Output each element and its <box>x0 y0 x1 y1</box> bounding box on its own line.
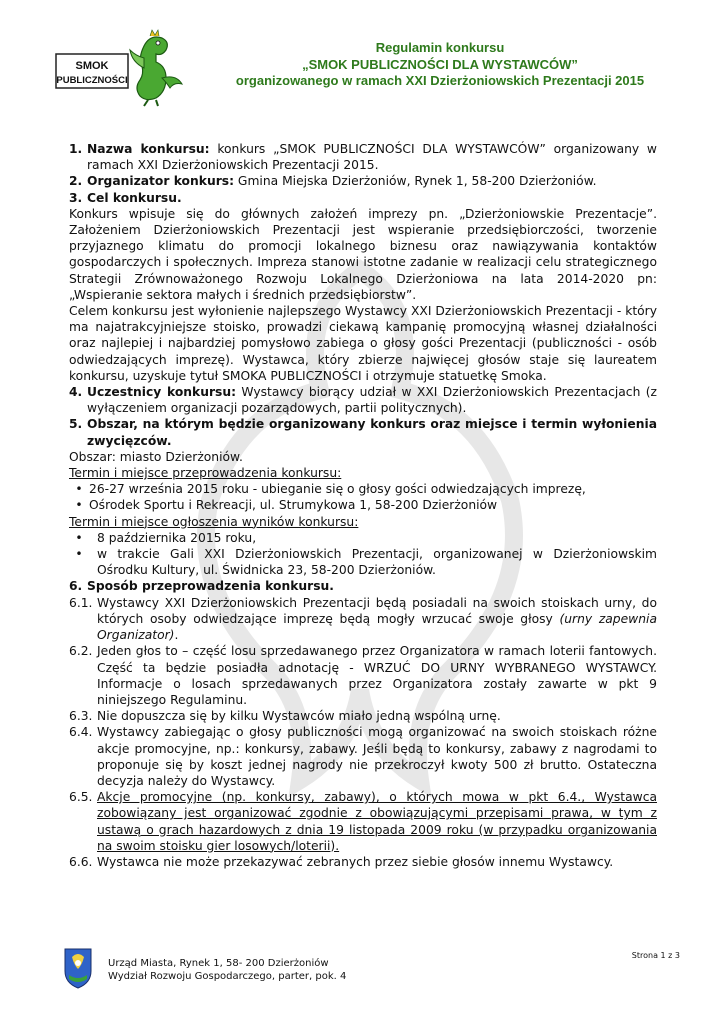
conduct-term-list <box>69 481 657 513</box>
results-term-list <box>69 530 657 579</box>
section-number: 2. <box>69 174 83 189</box>
subsection-6-4 <box>69 724 657 789</box>
section-3-paragraph-2: Celem konkursu jest wyłonienie najlepszego Wystawcy XXI Dzierżoniowskich Prezentacji - który ma najatrakcyjniejsze stoisko, prowadzi ciekawą kampanię promocyjną własnej działalności oraz najlepiej i najbardziej pomysłowo zabiega o głosy gości Prezentacji (publiczności - osób odwiedzających imprezę). Wystawca, który zbierze najwięcej głosów staje się laureatem konkursu, uzyskuje tytuł SMOKA PUBLICZNOŚCI i otrzymuje statuetkę Smoka. <box>69 304 657 383</box>
subsection-end: . <box>174 628 179 643</box>
subsection-6-6 <box>69 854 657 870</box>
subsection-number: 6.1. <box>69 595 93 610</box>
regulation-content <box>69 141 657 870</box>
list-item-text: w trakcie Gali XXI Dzierżoniowskich Prezentacji, organizowanej w Dzierżoniowskim Ośrodku Kultury, ul. Świdnicka 23, 58-200 Dzierżoniów. <box>97 547 657 578</box>
list-item-text: 8 października 2015 roku, <box>97 530 257 545</box>
list-item <box>69 497 657 513</box>
logo-line2: PUBLICZNOŚCI <box>56 75 128 86</box>
footer-address-line2: Wydział Rozwoju Gospodarczego, parter, pok. 4 <box>108 971 347 982</box>
page-footer <box>60 945 680 995</box>
footer-address <box>108 957 346 983</box>
bullet-icon: • <box>75 530 83 545</box>
section-2 <box>69 173 657 189</box>
section-title: Obszar, na którym będzie organizowany konkurs oraz miejsce i termin wyłonienia zwycięzców. <box>87 417 657 448</box>
bullet-icon: • <box>75 498 83 513</box>
header-title: Regulamin konkursu <box>375 40 505 55</box>
subsection-6-2 <box>69 643 657 708</box>
logo-line1: SMOK <box>75 60 109 72</box>
section-number: 1. <box>69 142 83 156</box>
conduct-term-label: Termin i miejsce przeprowadzenia konkursu: <box>69 466 342 481</box>
section-1 <box>69 141 657 173</box>
section-title: Uczestnicy konkursu: <box>87 385 237 400</box>
section-4 <box>69 384 657 416</box>
subsection-text: Wystawcy XXI Dzierżoniowskich Prezentacji będą posiadali na swoich stoiskach urny, do których osoby odwiedzające imprezę będą mogły wrzucać swoje głosy <box>97 595 657 626</box>
list-item-text: Ośrodek Sportu i Rekreacji, ul. Strumykowa 1, 58-200 Dzierżoniów <box>89 498 498 513</box>
subsection-text: Wystawca nie może przekazywać zebranych przez siebie głosów innemu Wystawcy. <box>97 854 614 869</box>
bullet-icon: • <box>75 482 83 497</box>
subsection-number: 6.2. <box>69 644 93 659</box>
subsection-6-5 <box>69 789 657 854</box>
subsection-text: Akcje promocyjne (np. konkursy, zabawy), o których mowa w pkt 6.4., Wystawca zobowiązany jest organizować zgodnie z obowiązującymi przepisami prawa, w tym z ustawą o grach hazardowych z dnia 19 listopada 2009 roku (w przypadku organizowania na swoim stoisku gier losowych/loterii). <box>97 790 657 853</box>
dragon-icon <box>130 30 182 106</box>
subsection-6-1 <box>69 595 657 644</box>
footer-address-line1: Urząd Miasta, Rynek 1, 58- 200 Dzierżoniów <box>108 958 329 969</box>
section-text: Gmina Miejska Dzierżoniów, Rynek 1, 58-200 Dzierżoniów. <box>234 174 597 189</box>
list-item <box>69 530 657 546</box>
section-title: Sposób przeprowadzenia konkursu. <box>87 579 334 594</box>
subsection-6-3 <box>69 708 657 724</box>
section-5-area: Obszar: miasto Dzierżoniów. <box>69 449 243 464</box>
page-number: Strona 1 z 3 <box>631 951 680 960</box>
section-number: 5. <box>69 417 83 432</box>
list-item-text: 26-27 września 2015 roku - ubieganie się o głosy gości odwiedzających imprezę, <box>89 482 586 497</box>
document-header <box>190 40 690 90</box>
subsection-text: Wystawcy zabiegając o głosy publiczności mogą organizować na swoich stoiskach różne akcje promocyjne, np.: konkursy, zabawy. Jeśli będą to konkursy, zabawy z nagrodami to proponuje się by koszt jednej nagrody nie przekroczył kwoty 500 zł brutto. Ostateczna decyzja należy do Wystawcy. <box>97 725 657 788</box>
subsection-text: Jeden głos to – część losu sprzedawanego przez Organizatora w ramach loterii fantowych. Część ta będzie posiadła adnotację - WRZUĆ DO URNY WYBRANEGO WYSTAWCY. Informacje o losach sprzedawanych przez Organizatora zostały zawarte w pkt 9 niniejszego Regulaminu. <box>97 644 657 707</box>
list-item <box>69 546 657 578</box>
section-title: Nazwa konkursu: <box>87 142 210 156</box>
subsection-number: 6.5. <box>69 790 93 805</box>
section-3-paragraph-1: Konkurs wpisuje się do głównych założeń imprezy pn. „Dzierżoniowskie Prezentacje”. Założeniem Dzierżoniowskich Prezentacji jest wspieranie przedsiębiorczości, tworzenie przyjaznego klimatu do promocji lokalnego biznesu oraz nawiązywania kontaktów gospodarczych i społecznych. Impreza stanowi istotne zadanie w realizacji celu strategicznego Strategii Zrównoważonego Rozwoju Lokalnego Dzierżoniowa na lata 2014-2020 pn: „Wspieranie sektora małych i średnich przedsiębiorstw”. <box>69 206 657 302</box>
subsection-number: 6.3. <box>69 709 93 724</box>
section-number: 6. <box>69 579 83 594</box>
section-number: 3. <box>69 190 83 205</box>
section-text: Wystawcy biorący udział w XXI Dzierżoniowskich Prezentacjach (z wyłączeniem organizacji pozarządowych, partii politycznych). <box>87 385 657 416</box>
smok-publicznosci-logo <box>52 28 192 108</box>
subsection-italic: (urny zapewnia Organizator) <box>97 611 657 643</box>
section-title: Organizator konkurs: <box>87 174 234 189</box>
results-term-label: Termin i miejsce ogłoszenia wyników konkursu: <box>69 514 359 529</box>
section-3 <box>69 190 657 206</box>
header-subtitle: organizowanego w ramach XXI Dzierżoniowskich Prezentacji 2015 <box>235 73 645 88</box>
header-contest-name: „SMOK PUBLICZNOŚCI DLA WYSTAWCÓW” <box>302 56 578 72</box>
list-item <box>69 481 657 497</box>
subsection-number: 6.4. <box>69 725 93 740</box>
subsection-text: Nie dopuszcza się by kilku Wystawców miało jedną wspólną urnę. <box>97 709 501 724</box>
section-6 <box>69 578 657 594</box>
city-crest-icon <box>63 947 93 989</box>
section-text: konkurs „SMOK PUBLICZNOŚCI DLA WYSTAWCÓW” organizowany w ramach XXI Dzierżoniowskich Prezentacji 2015. <box>87 142 657 173</box>
section-title: Cel konkursu. <box>87 190 182 205</box>
bullet-icon: • <box>75 547 83 562</box>
subsection-number: 6.6. <box>69 854 93 869</box>
section-5 <box>69 416 657 448</box>
section-number: 4. <box>69 385 83 400</box>
